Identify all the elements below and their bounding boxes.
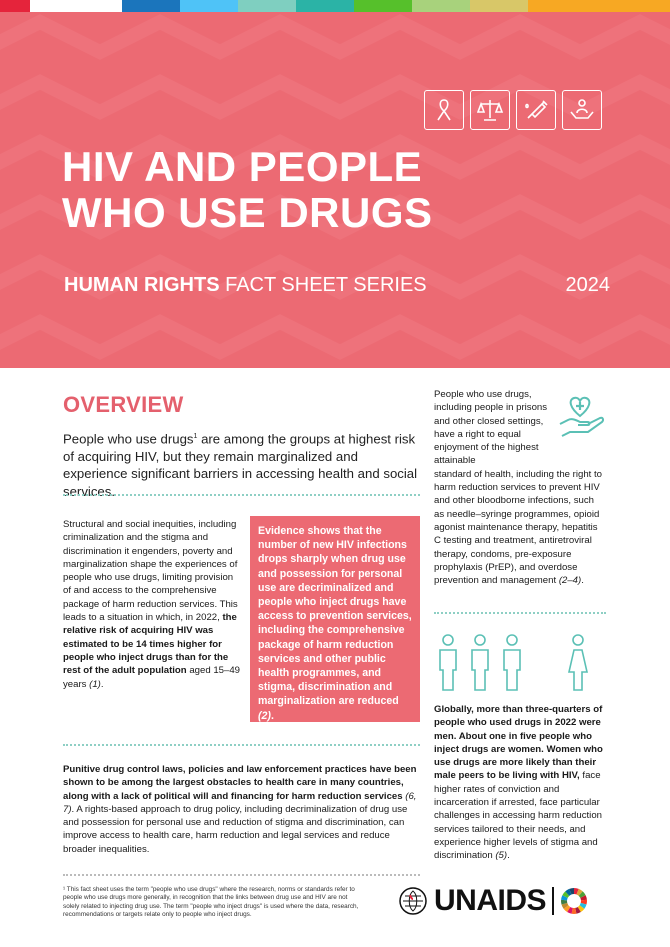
series-light: FACT SHEET SERIES (219, 274, 427, 296)
title-line-2: WHO USE DRUGS (62, 189, 433, 236)
ribbon-icon (424, 90, 464, 130)
people-stat-text: Globally, more than three-quarters of people who used drugs in 2022 were men. About one in five people who inject drugs are women. Women who use drugs are more likely than their male peers to be living with HIV, face higher rates of conviction and incarceration if arrested, face particular challenges in accessing harm reduction services tailored to their needs, and experience higher levels of stigma and discrimination (5). (434, 704, 603, 862)
scales-icon (470, 90, 510, 130)
citation: (6, 7) (63, 790, 417, 815)
strip-segment (470, 0, 528, 12)
footnote-marker: 1 (193, 433, 198, 440)
people-hands-icon (562, 90, 602, 130)
divider (63, 494, 420, 496)
year: 2024 (565, 274, 610, 296)
series-title (64, 274, 427, 297)
strip-segment (238, 0, 296, 12)
strip-segment (122, 0, 180, 12)
logo-text: UNAIDS (434, 884, 547, 917)
topic-icons (424, 90, 602, 130)
footnote: ¹ This fact sheet uses the term "people who use drugs" where the research, norms or standards refer to people who use drugs more generally, in recognition that the links between drug use and HIV are not solely related to injecting drug use. The term "people who inject drugs" is used where the data, research, recommendations or targets relate only to people who inject drugs. (63, 886, 359, 919)
series-row (64, 274, 610, 297)
overview-intro: People who use drugs$^1$ are among the groups at highest risk of acquiring HIV, but they remain marginalized and experience significant barriers in accessing health and social services. (63, 431, 418, 499)
callout-box: Evidence shows that the number of new HIV infections drops sharply when drug use and possession for personal use are decriminalized and people who inject drugs have access to prevention services, including the comprehensive package of harm reduction services and other public health programmes, and stigma, discrimination and marginalization are reduced (2). (250, 516, 420, 722)
citation: (5) (495, 850, 508, 862)
strip-segment (180, 0, 238, 12)
unaids-logo (398, 884, 588, 918)
people-figures-icon (430, 632, 610, 699)
citation: (2) (258, 709, 271, 722)
footnote-divider (63, 874, 420, 876)
un-emblem-icon (398, 886, 428, 916)
left-column-text: Structural and social inequities, including criminalization and the stigma and discrimination it engenders, poverty and marginalization shape the experiences of people who use drugs, limiting provision of and access to the comprehensive package of harm reduction services. This leads to a situation in which, in 2022, the relative risk of acquiring HIV was estimated to be 14 times higher for people who inject drugs than for the rest of the adult population aged 15–49 years (1). (63, 519, 241, 690)
citation: (2–4) (558, 575, 582, 587)
header-banner (0, 12, 670, 368)
strip-segment (412, 0, 470, 12)
strip-segment (30, 0, 122, 12)
title-line-1: HIV AND PEOPLE (62, 143, 423, 190)
strip-segment (354, 0, 412, 12)
page-title (62, 144, 433, 236)
series-bold: HUMAN RIGHTS (64, 274, 220, 296)
overview-heading: OVERVIEW (63, 392, 184, 417)
color-strip (0, 0, 670, 12)
divider (63, 744, 420, 746)
logo-separator (552, 887, 554, 915)
strip-segment (0, 0, 30, 12)
divider (434, 612, 606, 614)
strip-segment (528, 0, 670, 12)
strip-segment (296, 0, 354, 12)
sdg-wheel-icon (560, 887, 588, 915)
right-column-text: People who use drugs, including people in prisons and other closed settings, have a right to equal enjoyment of the highest attainable standard of health, including the right to harm reduction services to prevent HIV and other bloodborne infections, such as needle–syringe programmes, opioid agonist maintenance therapy, hepatitis C testing and treatment, antiretroviral therapy, condoms, pre-exposure prophylaxis (PrEP), and overdose prevention and management (2–4). (434, 389, 603, 587)
bottom-paragraph: Punitive drug control laws, policies and law enforcement practices have been shown to be among the largest obstacles to health care in many countries, along with a lack of political will and financing for harm reduction services (6, 7). A rights-based approach to drug policy, including decriminalization of drug use and possession for personal use and reduction of stigma and discrimination, can improve access to health care, harm reduction and legal services and reduce broader inequalities. (63, 764, 417, 855)
syringe-icon (516, 90, 556, 130)
citation: (1) (89, 678, 101, 690)
